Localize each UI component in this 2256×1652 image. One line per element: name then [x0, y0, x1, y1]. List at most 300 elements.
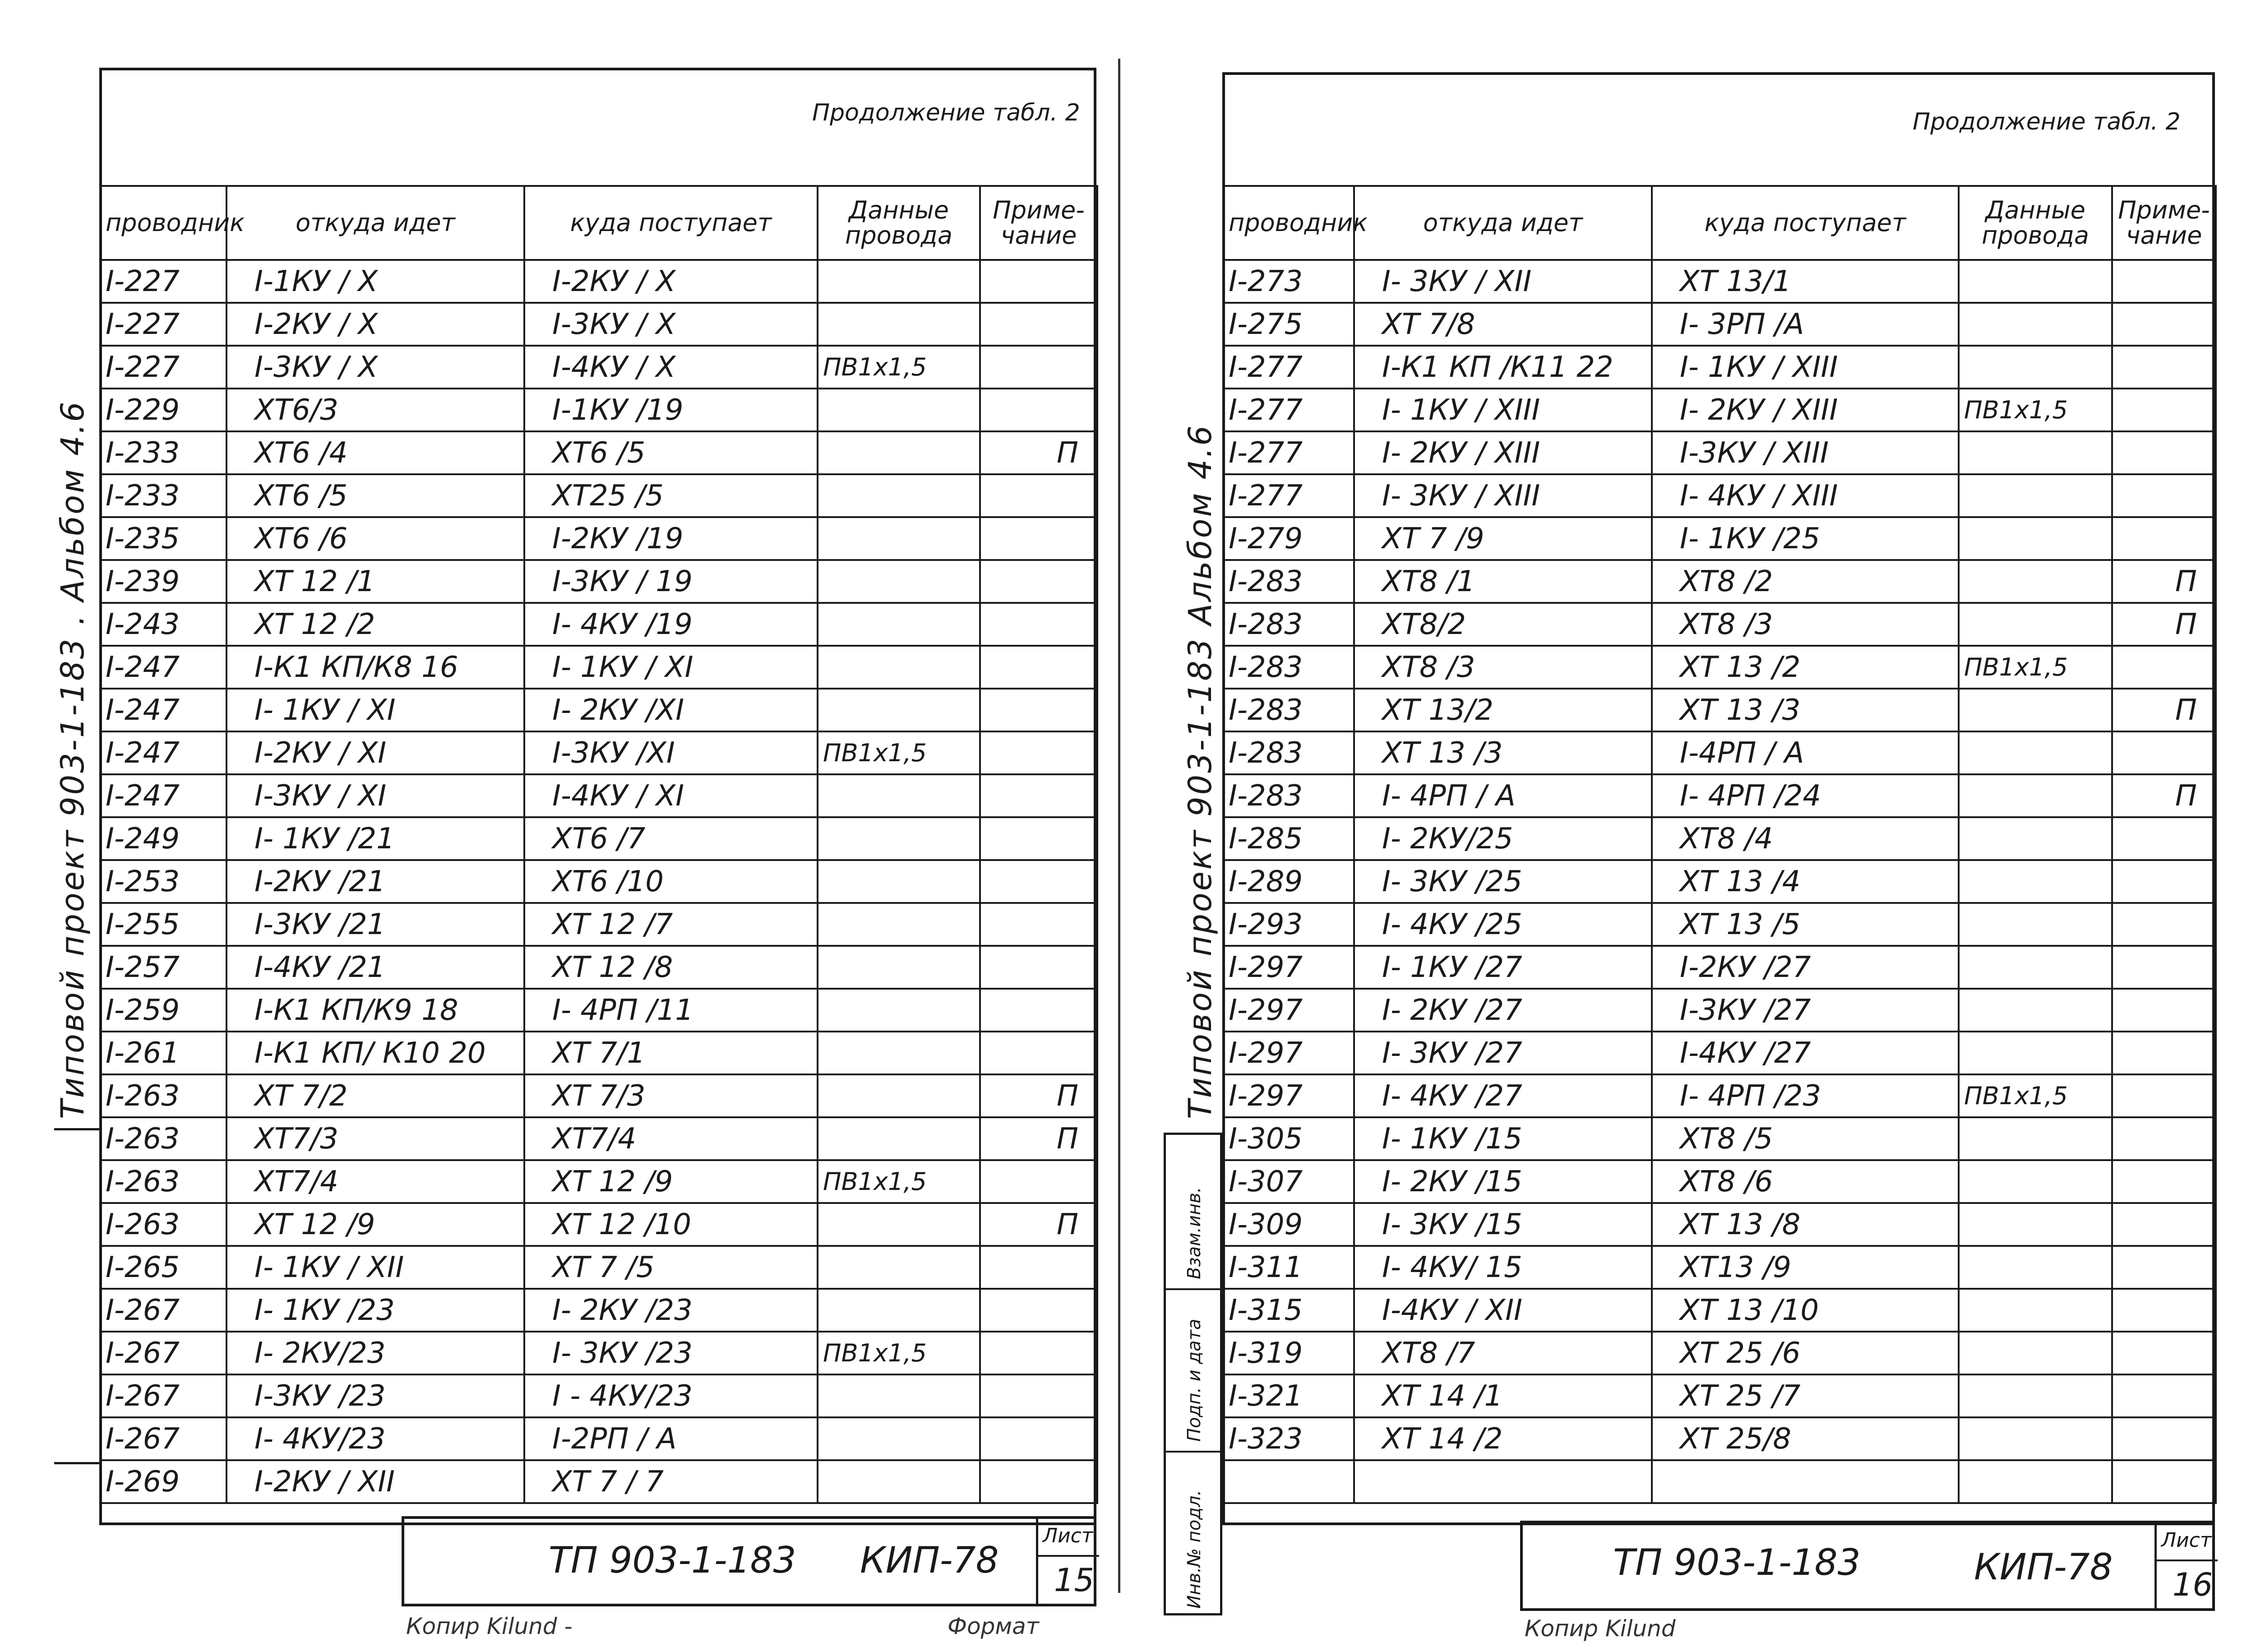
- cell-data: [1959, 474, 2112, 517]
- cell-to: I- 2КУ /23: [524, 1289, 818, 1332]
- cell-from: ХТ 7/2: [227, 1074, 524, 1117]
- table-row: [100, 774, 1097, 817]
- cell-from: ХТ6 /4: [227, 431, 524, 474]
- cell-from: I- 4РП / А: [1354, 774, 1652, 817]
- cell-from: ХТ8 /1: [1354, 560, 1652, 603]
- approval-label: Инв.№ подл.: [1184, 1490, 1205, 1609]
- table-row: [1223, 431, 2216, 474]
- cell-data: [1959, 989, 2112, 1032]
- cell-from: I- 2КУ/25: [1354, 817, 1652, 860]
- cell-note: [980, 303, 1097, 346]
- table-row: [1223, 1289, 2216, 1332]
- cell-data: [818, 1460, 980, 1503]
- cell-from: ХТ 12 /1: [227, 560, 524, 603]
- cell-wire: I-307: [1223, 1160, 1354, 1203]
- title-stamp: [1520, 1521, 2215, 1611]
- table-row: [1223, 389, 2216, 431]
- cell-wire: I-253: [100, 860, 227, 903]
- table-row: [1223, 517, 2216, 560]
- cell-note: [980, 646, 1097, 689]
- approval-block: [1164, 1133, 1222, 1615]
- cell-wire: I-283: [1223, 560, 1354, 603]
- cell-wire: I-235: [100, 517, 227, 560]
- cell-wire: I-283: [1223, 731, 1354, 774]
- cell-from: I- 3КУ / XIII: [1354, 474, 1652, 517]
- cell-to: ХТ 13/1: [1652, 260, 1959, 303]
- approval-label: Подп. и дата: [1184, 1319, 1205, 1442]
- cell-note: П: [2112, 603, 2216, 646]
- table-row: [100, 560, 1097, 603]
- cell-from: I- 1КУ /23: [227, 1289, 524, 1332]
- cell-note: П: [980, 431, 1097, 474]
- cell-from: I-3КУ / XI: [227, 774, 524, 817]
- cell-from: I- 4КУ /27: [1354, 1074, 1652, 1117]
- table-row: [1223, 1332, 2216, 1374]
- cell-wire: I-277: [1223, 474, 1354, 517]
- cell-from: I- 2КУ/23: [227, 1332, 524, 1374]
- cell-note: П: [2112, 560, 2216, 603]
- cell-to: ХТ 25/8: [1652, 1417, 1959, 1460]
- cell-from: I-К1 КП/К9 18: [227, 989, 524, 1032]
- cell-wire: I-293: [1223, 903, 1354, 946]
- cell-wire: I-297: [1223, 946, 1354, 989]
- table-row: [1223, 1203, 2216, 1246]
- cell-from: ХТ 13/2: [1354, 689, 1652, 731]
- cell-data: ПВ1х1,5: [818, 731, 980, 774]
- table-row: [100, 474, 1097, 517]
- cell-data: [1959, 1032, 2112, 1074]
- cell-wire: I-265: [100, 1246, 227, 1289]
- cell-wire: I-305: [1223, 1117, 1354, 1160]
- cell-data: [818, 560, 980, 603]
- cell-to: I-2КУ /19: [524, 517, 818, 560]
- table-row: [1223, 260, 2216, 303]
- cell-data: [1959, 1246, 2112, 1289]
- cell-data: [818, 646, 980, 689]
- cell-note: [980, 1032, 1097, 1074]
- cell-note: [2112, 389, 2216, 431]
- cell-to: I- 4РП /23: [1652, 1074, 1959, 1117]
- cell-data: [818, 989, 980, 1032]
- cell-wire: I-247: [100, 774, 227, 817]
- cell-from: I- 3КУ / XII: [1354, 260, 1652, 303]
- cell-to: ХТ7/4: [524, 1117, 818, 1160]
- cell-data: [1959, 560, 2112, 603]
- cell-wire: I-283: [1223, 603, 1354, 646]
- cell-wire: I-319: [1223, 1332, 1354, 1374]
- table-row: [100, 1117, 1097, 1160]
- table-row: [1223, 817, 2216, 860]
- cell-to: I-1КУ /19: [524, 389, 818, 431]
- cell-wire: I-239: [100, 560, 227, 603]
- cell-wire: I-257: [100, 946, 227, 989]
- table-row: [1223, 560, 2216, 603]
- cell-wire: I-233: [100, 474, 227, 517]
- cell-note: [980, 689, 1097, 731]
- cell-data: [818, 303, 980, 346]
- cell-to: ХТ 7/3: [524, 1074, 818, 1117]
- album-code: КИП-78: [1974, 1546, 2113, 1588]
- table-row: [100, 860, 1097, 903]
- cell-to: I-3КУ / XIII: [1652, 431, 1959, 474]
- cell-wire: I-263: [100, 1203, 227, 1246]
- cell-data: [818, 389, 980, 431]
- header-wire: проводник: [1223, 186, 1354, 260]
- table-row: [1223, 603, 2216, 646]
- cell-from: I- 3КУ /25: [1354, 860, 1652, 903]
- cell-wire: I-263: [100, 1160, 227, 1203]
- cell-from: ХТ 7 /9: [1354, 517, 1652, 560]
- cell-data: [818, 1074, 980, 1117]
- table-row: [100, 346, 1097, 389]
- cell-wire: I-263: [100, 1117, 227, 1160]
- cell-to: I- 4РП /11: [524, 989, 818, 1032]
- cell-data: [1959, 689, 2112, 731]
- cell-note: П: [980, 1117, 1097, 1160]
- cell-wire: I-275: [1223, 303, 1354, 346]
- cell-from: ХТ6 /6: [227, 517, 524, 560]
- cell-note: [980, 260, 1097, 303]
- cell-wire: I-227: [100, 303, 227, 346]
- cell-data: ПВ1х1,5: [1959, 389, 2112, 431]
- cell-to: I - 4КУ/23: [524, 1374, 818, 1417]
- cell-data: [1959, 346, 2112, 389]
- table-row: [1223, 346, 2216, 389]
- cell-from: ХТ 13 /3: [1354, 731, 1652, 774]
- cell-note: П: [2112, 774, 2216, 817]
- table-row: [100, 817, 1097, 860]
- table-header-row: [1223, 186, 2216, 260]
- cell-to: ХТ 13 /2: [1652, 646, 1959, 689]
- header-from: откуда идет: [227, 186, 524, 260]
- cell-from: ХТ8 /3: [1354, 646, 1652, 689]
- table-row: [1223, 989, 2216, 1032]
- cell-to: ХТ 13 /10: [1652, 1289, 1959, 1332]
- sheet-right: [1146, 0, 2256, 1652]
- cell-note: [2112, 1074, 2216, 1117]
- cell-to: I-3КУ / X: [524, 303, 818, 346]
- stamp-divider: [1036, 1555, 1099, 1557]
- cell-wire: I-283: [1223, 774, 1354, 817]
- cell-from: I-4КУ / XII: [1354, 1289, 1652, 1332]
- cell-to: ХТ 13 /5: [1652, 903, 1959, 946]
- cell-note: [2112, 431, 2216, 474]
- table-row: [100, 689, 1097, 731]
- cell-to: ХТ8 /3: [1652, 603, 1959, 646]
- project-code: ТП 903-1-183: [549, 1539, 796, 1581]
- cell-to: I- 3РП /А: [1652, 303, 1959, 346]
- cell-data: [818, 946, 980, 989]
- cell-to: I- 2КУ / XIII: [1652, 389, 1959, 431]
- table-row: [100, 1417, 1097, 1460]
- table-row: [100, 946, 1097, 989]
- cell-from: I-3КУ /23: [227, 1374, 524, 1417]
- table-row: [1223, 303, 2216, 346]
- cell-wire: I-227: [100, 346, 227, 389]
- cell-to: ХТ 7 /5: [524, 1246, 818, 1289]
- margin-mark: [54, 1462, 99, 1464]
- cell-data: [818, 1374, 980, 1417]
- cell-data: [1959, 731, 2112, 774]
- cell-from: ХТ 12 /2: [227, 603, 524, 646]
- cell-to: ХТ 7/1: [524, 1032, 818, 1074]
- table-row: [1223, 1117, 2216, 1160]
- cell-note: [980, 774, 1097, 817]
- cell-wire: I-285: [1223, 817, 1354, 860]
- cell-data: ПВ1х1,5: [818, 1160, 980, 1203]
- cell-wire: I-277: [1223, 346, 1354, 389]
- sheet-label: Лист: [2161, 1529, 2212, 1552]
- cell-to: ХТ25 /5: [524, 474, 818, 517]
- cell-wire: I-297: [1223, 989, 1354, 1032]
- cell-from: I- 3КУ /27: [1354, 1032, 1652, 1074]
- header-to: куда поступает: [1652, 186, 1959, 260]
- sheet-number: 16: [2173, 1566, 2213, 1603]
- header-to: куда поступает: [524, 186, 818, 260]
- cell-from: ХТ7/3: [227, 1117, 524, 1160]
- cell-note: [980, 860, 1097, 903]
- cell-data: [818, 860, 980, 903]
- table-row: [1223, 474, 2216, 517]
- cell-note: [980, 1160, 1097, 1203]
- cell-data: [818, 1203, 980, 1246]
- cell-from: I- 1КУ /27: [1354, 946, 1652, 989]
- table-row: [1223, 1160, 2216, 1203]
- cell-wire: I-247: [100, 646, 227, 689]
- cell-data: [1959, 1417, 2112, 1460]
- cell-wire: I-247: [100, 731, 227, 774]
- cell-wire: I-309: [1223, 1203, 1354, 1246]
- cell-data: [818, 774, 980, 817]
- cell-to: I- 3КУ /23: [524, 1332, 818, 1374]
- sheet-number: 15: [1054, 1562, 1095, 1599]
- cell-to: I-3КУ /XI: [524, 731, 818, 774]
- copier-note: Копир Kilund: [1525, 1615, 1676, 1642]
- cell-from: I-К1 КП/К8 16: [227, 646, 524, 689]
- cell-wire: I-249: [100, 817, 227, 860]
- cell-to: ХТ 13 /4: [1652, 860, 1959, 903]
- cell-to: I-4КУ /27: [1652, 1032, 1959, 1074]
- cell-data: [1959, 774, 2112, 817]
- cell-wire: I-229: [100, 389, 227, 431]
- cell-note: [980, 389, 1097, 431]
- cell-wire: I-259: [100, 989, 227, 1032]
- table-row: [100, 1074, 1097, 1117]
- cell-note: [980, 346, 1097, 389]
- cell-to: I-4КУ / XI: [524, 774, 818, 817]
- cell-from: I- 2КУ / XIII: [1354, 431, 1652, 474]
- table-row: [1223, 1074, 2216, 1117]
- cell-wire: [1223, 1460, 1354, 1503]
- table-row: [1223, 1246, 2216, 1289]
- cell-data: [1959, 1289, 2112, 1332]
- approval-divider: [1166, 1451, 1220, 1453]
- cell-wire: I-323: [1223, 1417, 1354, 1460]
- cell-from: ХТ 7/8: [1354, 303, 1652, 346]
- table-row: [1223, 731, 2216, 774]
- cell-data: [1959, 860, 2112, 903]
- table-row: [1223, 1374, 2216, 1417]
- cell-data: [1959, 1374, 2112, 1417]
- cell-note: [980, 731, 1097, 774]
- cell-wire: I-233: [100, 431, 227, 474]
- cell-note: [2112, 1417, 2216, 1460]
- cell-note: [2112, 1289, 2216, 1332]
- cell-data: [1959, 603, 2112, 646]
- cell-note: [980, 517, 1097, 560]
- stamp-divider: [2154, 1559, 2218, 1561]
- cell-from: I-3КУ /21: [227, 903, 524, 946]
- table-row: [100, 260, 1097, 303]
- cell-wire: I-297: [1223, 1032, 1354, 1074]
- table-row: [100, 1289, 1097, 1332]
- cell-to: ХТ6 /7: [524, 817, 818, 860]
- cell-wire: I-263: [100, 1074, 227, 1117]
- cell-to: ХТ 13 /8: [1652, 1203, 1959, 1246]
- cell-to: ХТ 25 /7: [1652, 1374, 1959, 1417]
- cell-from: I- 1КУ / XI: [227, 689, 524, 731]
- header-note: Приме- чание: [980, 186, 1097, 260]
- cell-to: ХТ13 /9: [1652, 1246, 1959, 1289]
- cell-note: [2112, 1032, 2216, 1074]
- cell-data: ПВ1х1,5: [1959, 646, 2112, 689]
- header-note: Приме- чание: [2112, 186, 2216, 260]
- cell-note: [2112, 1160, 2216, 1203]
- cell-note: [980, 946, 1097, 989]
- cell-data: [818, 474, 980, 517]
- cell-note: [2112, 1460, 2216, 1503]
- cell-to: ХТ8 /6: [1652, 1160, 1959, 1203]
- cell-to: I- 4РП /24: [1652, 774, 1959, 817]
- fold-line: [1118, 59, 1120, 1593]
- wire-table: [99, 185, 1098, 1504]
- cell-from: I- 4КУ /25: [1354, 903, 1652, 946]
- cell-from: I-4КУ /21: [227, 946, 524, 989]
- cell-wire: I-279: [1223, 517, 1354, 560]
- cell-data: [1959, 946, 2112, 989]
- cell-to: ХТ 7 / 7: [524, 1460, 818, 1503]
- cell-from: I-К1 КП /К11 22: [1354, 346, 1652, 389]
- table-row: [1223, 1032, 2216, 1074]
- cell-to: ХТ 25 /6: [1652, 1332, 1959, 1374]
- cell-to: ХТ 12 /8: [524, 946, 818, 989]
- cell-wire: I-273: [1223, 260, 1354, 303]
- cell-note: [2112, 260, 2216, 303]
- table-header-row: [100, 186, 1097, 260]
- cell-note: [980, 1374, 1097, 1417]
- cell-note: [980, 903, 1097, 946]
- cell-wire: I-321: [1223, 1374, 1354, 1417]
- approval-divider: [1166, 1288, 1220, 1290]
- cell-to: I- 4КУ /19: [524, 603, 818, 646]
- table-row: [100, 646, 1097, 689]
- table-row: [1223, 646, 2216, 689]
- cell-to: [1652, 1460, 1959, 1503]
- cell-from: ХТ8/2: [1354, 603, 1652, 646]
- cell-to: I-3КУ / 19: [524, 560, 818, 603]
- cell-data: [818, 903, 980, 946]
- cell-data: [818, 603, 980, 646]
- cell-wire: I-283: [1223, 646, 1354, 689]
- cell-wire: I-311: [1223, 1246, 1354, 1289]
- cell-note: П: [980, 1203, 1097, 1246]
- wire-table: [1222, 185, 2217, 1504]
- table-row: [100, 431, 1097, 474]
- cell-from: I- 1КУ / XII: [227, 1246, 524, 1289]
- cell-note: [2112, 989, 2216, 1032]
- cell-from: I-2КУ / XII: [227, 1460, 524, 1503]
- cell-from: I-2КУ / X: [227, 303, 524, 346]
- cell-to: I- 1КУ / XIII: [1652, 346, 1959, 389]
- cell-note: [2112, 1203, 2216, 1246]
- cell-to: ХТ8 /4: [1652, 817, 1959, 860]
- table-row: [100, 517, 1097, 560]
- cell-from: I- 3КУ /15: [1354, 1203, 1652, 1246]
- table-row: [100, 1032, 1097, 1074]
- cell-note: [980, 560, 1097, 603]
- cell-from: I- 1КУ /15: [1354, 1117, 1652, 1160]
- cell-data: [1959, 903, 2112, 946]
- format-note: Формат: [948, 1613, 1039, 1639]
- stamp-divider: [2154, 1523, 2157, 1609]
- cell-from: I- 2КУ /27: [1354, 989, 1652, 1032]
- cell-wire: I-243: [100, 603, 227, 646]
- cell-data: [818, 431, 980, 474]
- cell-note: [980, 817, 1097, 860]
- cell-note: [2112, 1117, 2216, 1160]
- continuation-label: Продолжение табл. 2: [812, 99, 1080, 126]
- cell-from: I-2КУ / XI: [227, 731, 524, 774]
- cell-data: [818, 1117, 980, 1160]
- cell-note: [2112, 1246, 2216, 1289]
- side-title: Типовой проект 903-1-183 . Альбом 4.6: [54, 400, 91, 1119]
- cell-data: [818, 689, 980, 731]
- cell-to: ХТ6 /10: [524, 860, 818, 903]
- cell-to: I-4КУ / X: [524, 346, 818, 389]
- approval-label: Взам.инв.: [1184, 1187, 1205, 1279]
- table-row: [100, 1460, 1097, 1503]
- stamp-divider: [1036, 1519, 1038, 1605]
- cell-to: ХТ 12 /7: [524, 903, 818, 946]
- cell-data: [1959, 1117, 2112, 1160]
- cell-to: I- 1КУ / XI: [524, 646, 818, 689]
- cell-from: ХТ7/4: [227, 1160, 524, 1203]
- cell-from: I- 2КУ /15: [1354, 1160, 1652, 1203]
- cell-data: [1959, 1460, 2112, 1503]
- cell-from: I-1КУ / X: [227, 260, 524, 303]
- cell-note: [2112, 1332, 2216, 1374]
- cell-from: ХТ8 /7: [1354, 1332, 1652, 1374]
- cell-from: I- 4КУ/23: [227, 1417, 524, 1460]
- cell-note: [980, 1332, 1097, 1374]
- cell-wire: I-255: [100, 903, 227, 946]
- sheet-label: Лист: [1043, 1524, 1093, 1547]
- cell-note: [2112, 1374, 2216, 1417]
- album-code: КИП-78: [860, 1539, 999, 1581]
- cell-to: I- 2КУ /XI: [524, 689, 818, 731]
- cell-to: ХТ 12 /10: [524, 1203, 818, 1246]
- cell-data: [1959, 817, 2112, 860]
- header-from: откуда идет: [1354, 186, 1652, 260]
- cell-note: [980, 474, 1097, 517]
- cell-wire: I-269: [100, 1460, 227, 1503]
- cell-to: ХТ 12 /9: [524, 1160, 818, 1203]
- cell-data: ПВ1х1,5: [818, 346, 980, 389]
- table-row: [100, 303, 1097, 346]
- cell-data: [818, 1032, 980, 1074]
- cell-note: [2112, 817, 2216, 860]
- cell-data: [1959, 260, 2112, 303]
